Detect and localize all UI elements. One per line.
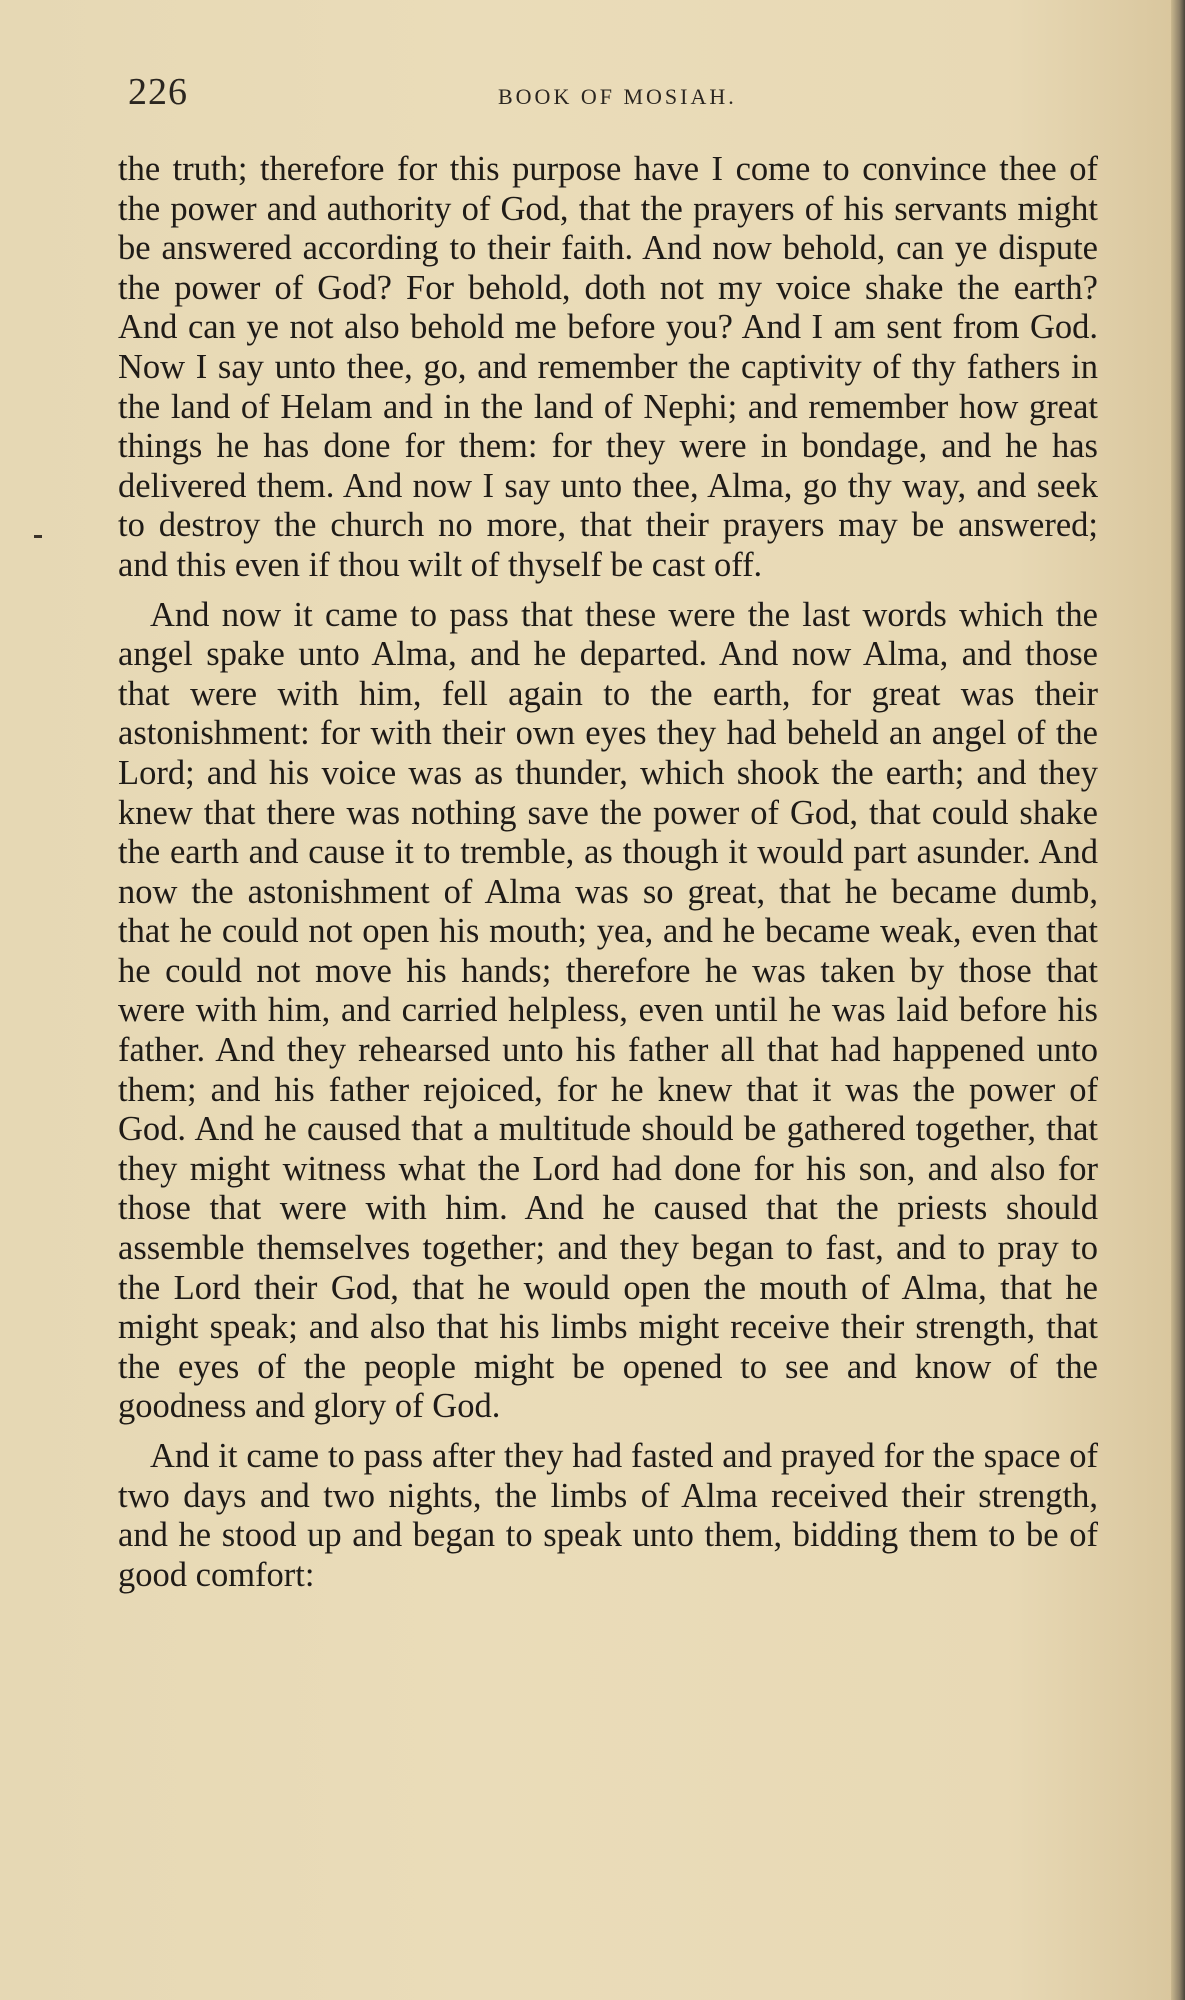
page-edge-shadow: [1171, 0, 1185, 2000]
margin-mark: [34, 535, 42, 538]
paragraph-2: And now it came to pass that these were the last words which the angel spake unto Alma, and he departed. And now Alma, and those that were with him, fell again to the earth, for great was their astonishment: for with their own eyes they had beheld an angel of the Lord; and his voice was as thunder, which shook the earth; and they knew that there was nothing save the power of God, that could shake the earth and cause it to tremble, as though it would part asunder. And now the astonishment of Alma was so great, that he became dumb, that he could not open his mouth; yea, and he became weak, even that he could not move his hands; therefore he was taken by those that were with him, and carried helpless, even until he was laid before his father. And they rehearsed unto his father all that had happened unto them; and his father rejoiced, for he knew that it was the power of God. And he caused that a multitude should be gathered together, that they might witness what the Lord had done for his son, and also for those that were with him. And he caused that the priests should assemble themselves together; and they began to fast, and to pray to the Lord their God, that he would open the mouth of Alma, that he might speak; and also that his limbs might receive their strength, that the eyes of the people might be opened to see and know of the goodness and glory of God.: [118, 595, 1098, 1426]
body-text: [118, 150, 1098, 1605]
running-head: BOOK OF MOSIAH.: [498, 84, 737, 109]
paragraph-1: the truth; therefore for this purpose have I come to convince thee of the power and authority of God, that the prayers of his servants might be answered according to their faith. And now behold, can ye dispute the power of God? For behold, doth not my voice shake the earth? And can ye not also behold me before you? And I am sent from God. Now I say unto thee, go, and remember the captivity of thy fathers in the land of Helam and in the land of Nephi; and remember how great things he has done for them: for they were in bondage, and he has delivered them. And now I say unto thee, Alma, go thy way, and seek to destroy the church no more, that their prayers may be answered; and this even if thou wilt of thyself be cast off.: [118, 150, 1098, 584]
page-number: 226: [128, 71, 188, 113]
page-header: [128, 70, 1088, 120]
paragraph-3: And it came to pass after they had fasted and prayed for the space of two days and two nights, the limbs of Alma received their strength, and he stood up and began to speak unto them, bidding them to be of good comfort:: [118, 1437, 1098, 1594]
